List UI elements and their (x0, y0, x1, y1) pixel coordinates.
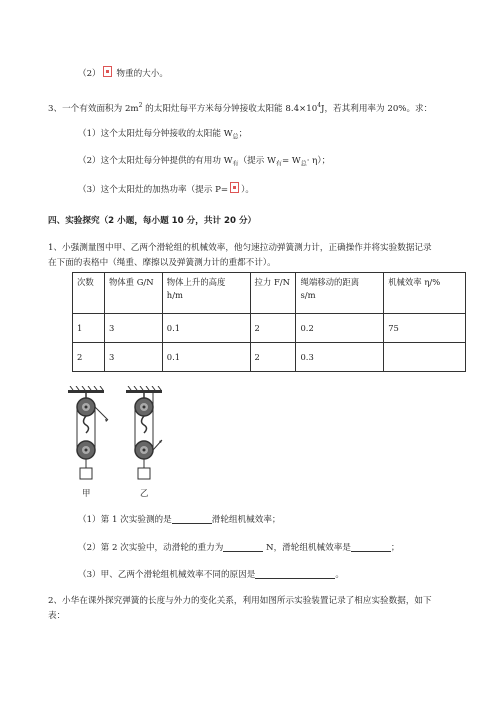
sub-text: = W (281, 156, 301, 166)
table-cell: 2 (250, 314, 296, 343)
pulley-system-yi (135, 392, 162, 479)
formula-image-icon (230, 182, 239, 193)
question-number: 3、 (48, 103, 63, 114)
question-text: N，滑轮组机械效率是 (266, 543, 351, 553)
table-cell: 3 (104, 343, 162, 372)
exp1-question-1 (78, 513, 281, 526)
question-3-stem (48, 100, 432, 115)
item-text: 物重的大小。 (116, 69, 168, 79)
table-cell: 0.1 (162, 314, 250, 343)
table-cell: 0.3 (296, 343, 384, 372)
table-header (296, 273, 384, 314)
table-cell: 3 (104, 314, 162, 343)
sub-text: （3）这个太阳灶的加热功率（提示 P= (78, 185, 229, 195)
table-header (162, 273, 250, 314)
exp2-line2: 表： (48, 611, 66, 621)
question-text: （1）第 1 次实验测的是 (78, 515, 172, 525)
subscript: 有 (232, 160, 239, 168)
table-cell: 0.1 (162, 343, 250, 372)
table-cell (384, 343, 466, 372)
stem-text: 一个有效面积为 2m (62, 103, 139, 114)
answer-blank[interactable] (172, 513, 212, 524)
question-text: 。 (335, 570, 344, 580)
question-text: （3）甲、乙两个滑轮组机械效率不同的原因是 (78, 570, 256, 580)
data-table (72, 272, 466, 372)
subscript: 总 (232, 133, 239, 141)
figure-label-yi: 乙 (140, 488, 149, 498)
header-text: 物体上升的高度 (166, 277, 226, 287)
table-header (384, 273, 466, 314)
subscript: 总 (300, 160, 307, 168)
item-number: （2） (78, 69, 101, 79)
header-text: 物体重 G/N (108, 277, 154, 287)
pulley-system-jia (77, 393, 108, 479)
ceiling-right (126, 386, 162, 393)
subscript: 有 (275, 160, 282, 168)
question-3-sub-1 (78, 128, 247, 144)
answer-blank[interactable] (255, 568, 335, 579)
section-title: 四、实验探究（2 小题，每小题 10 分，共计 20 分） (48, 216, 257, 226)
superscript: 4 (317, 102, 322, 109)
exp1-intro-line1: 1、小强测量图中甲、乙两个滑轮组的机械效率，他匀速拉动弹簧测力计，正确操作并将实验数据记录 (48, 243, 432, 253)
formula-image-icon (103, 66, 112, 77)
header-text: 绳端移动的距离 (300, 277, 360, 287)
question-text: ； (390, 543, 400, 553)
answer-blank[interactable] (223, 541, 263, 552)
answer-blank[interactable] (351, 541, 391, 552)
exp1-intro-line2: 在下面的表格中（绳重、摩擦以及弹簧测力计的重都不计）。 (48, 258, 276, 268)
table-cell: 2 (73, 343, 105, 372)
sub-text: （1）这个太阳灶每分钟接收的太阳能 W (78, 129, 233, 139)
sub-text: （提示 W (238, 156, 276, 166)
table-cell: 0.2 (296, 314, 384, 343)
question-3-sub-2 (78, 155, 330, 171)
table-row (73, 343, 466, 372)
sub-text: ； (238, 129, 248, 139)
ceiling-left (68, 386, 104, 393)
exp1-question-2 (78, 541, 400, 554)
superscript: 2 (138, 102, 143, 109)
stem-text: 的太阳灶每平方米每分钟接收太阳能 8.4×10 (142, 103, 318, 114)
question-text: （2）第 2 次实验中，动滑轮的重力为 (78, 543, 224, 553)
figure-label-jia: 甲 (82, 488, 91, 498)
sub-text: ）。 (241, 185, 254, 195)
table-cell: 1 (73, 314, 105, 343)
header-text: 机械效率 η/% (388, 277, 441, 287)
table-header (104, 273, 162, 314)
exp2-line1: 2、小华在课外探究弹簧的长度与外力的变化关系，利用如图所示实验装置记录了相应实验数据，如下 (48, 596, 432, 606)
exp1-question-3 (78, 568, 344, 581)
header-unit: s/m (300, 290, 316, 300)
header-unit: h/m (166, 290, 183, 300)
sub-text: · η）； (306, 156, 331, 166)
question-text: 滑轮组机械效率； (211, 515, 281, 525)
header-text: 次数 (77, 277, 94, 287)
table-cell: 2 (250, 343, 296, 372)
question-3-sub-3 (78, 182, 254, 196)
table-header-row (73, 273, 466, 314)
table-header (250, 273, 296, 314)
header-text: 拉力 F/N (254, 277, 290, 287)
table-row (73, 314, 466, 343)
sub-text: （2）这个太阳灶每分钟提供的有用功 W (78, 156, 233, 166)
q2-item-2 (78, 66, 168, 80)
pulley-systems-figure (66, 386, 176, 501)
table-header (73, 273, 105, 314)
table-cell: 75 (384, 314, 466, 343)
stem-text: J，若其利用率为 20%。求： (321, 103, 433, 114)
